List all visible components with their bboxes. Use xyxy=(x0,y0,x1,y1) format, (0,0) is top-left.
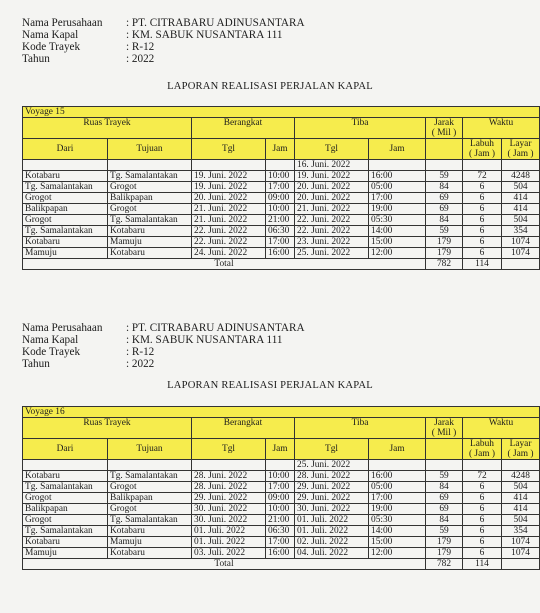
cell-layar: 414 xyxy=(502,204,540,215)
header-jarak: Jarak ( Mil ) xyxy=(426,418,463,439)
cell-tgl-berangkat: 01. Juli. 2022 xyxy=(192,526,266,537)
cell-jam-berangkat: 16:00 xyxy=(266,248,295,259)
header-labuh: Labuh ( Jam ) xyxy=(463,439,502,460)
cell-jarak: 69 xyxy=(426,504,463,515)
report-title-2: LAPORAN REALISASI PERJALAN KAPAL xyxy=(167,380,373,391)
cell-dari: Balikpapan xyxy=(23,204,108,215)
header-jam-berangkat: Jam xyxy=(266,439,295,460)
cell-dari: Mamuju xyxy=(23,248,108,259)
table-row xyxy=(23,548,540,559)
header-waktu: Waktu xyxy=(463,118,540,139)
cell-tgl-tiba: 22. Juni. 2022 xyxy=(295,226,369,237)
label-kapal: Nama Kapal xyxy=(22,29,79,41)
cell-jam-tiba: 12:00 xyxy=(369,248,426,259)
cell-jarak: 59 xyxy=(426,226,463,237)
cell-tujuan: Tg. Samalantakan xyxy=(108,215,192,226)
cell-layar: 504 xyxy=(502,215,540,226)
cell-tgl-berangkat: 28. Juni. 2022 xyxy=(192,482,266,493)
table-row xyxy=(23,226,540,237)
cell-layar: 354 xyxy=(502,526,540,537)
cell-jam-tiba: 05:00 xyxy=(369,182,426,193)
cell-tgl-tiba: 23. Juni. 2022 xyxy=(295,237,369,248)
label-trayek: Kode Trayek xyxy=(22,346,81,358)
table-row xyxy=(23,526,540,537)
cell-tgl-tiba: 21. Juni. 2022 xyxy=(295,204,369,215)
cell-labuh: 6 xyxy=(463,515,502,526)
cell-jam-berangkat: 17:00 xyxy=(266,537,295,548)
cell-layar: 1074 xyxy=(502,548,540,559)
cell-jarak: 59 xyxy=(426,471,463,482)
cell-tgl-tiba: 29. Juni. 2022 xyxy=(295,493,369,504)
cell-jam-tiba: 16:00 xyxy=(369,471,426,482)
cell-jarak: 179 xyxy=(426,548,463,559)
cell-tujuan: Kotabaru xyxy=(108,248,192,259)
cell-layar: 414 xyxy=(502,504,540,515)
value-trayek: : R-12 xyxy=(126,346,155,358)
label-tahun: Tahun xyxy=(22,358,50,370)
cell-jarak: 84 xyxy=(426,215,463,226)
header-tiba: Tiba xyxy=(295,118,426,139)
table-row xyxy=(23,204,540,215)
table-row xyxy=(23,482,540,493)
cell-dari: Tg. Samalantakan xyxy=(23,182,108,193)
cell-labuh: 6 xyxy=(463,226,502,237)
cell-tujuan: Kotabaru xyxy=(108,548,192,559)
cell-jam-tiba: 17:00 xyxy=(369,193,426,204)
cell-layar: 4248 xyxy=(502,471,540,482)
cell-tgl-tiba: 22. Juni. 2022 xyxy=(295,215,369,226)
cell-labuh: 6 xyxy=(463,482,502,493)
cell-tujuan: Grogot xyxy=(108,182,192,193)
total-label: Total xyxy=(23,259,426,270)
voyage-table-2 xyxy=(22,406,540,570)
table-row xyxy=(23,237,540,248)
cell-layar: 504 xyxy=(502,182,540,193)
cell-tujuan: Tg. Samalantakan xyxy=(108,515,192,526)
cell-jam-tiba: 14:00 xyxy=(369,226,426,237)
cell-jam-tiba: 16:00 xyxy=(369,171,426,182)
cell-tgl-berangkat: 20. Juni. 2022 xyxy=(192,193,266,204)
report-title-1: LAPORAN REALISASI PERJALAN KAPAL xyxy=(167,81,373,92)
cell-dari: Grogot xyxy=(23,515,108,526)
cell-tujuan: Kotabaru xyxy=(108,526,192,537)
cell-jam-tiba: 05:00 xyxy=(369,482,426,493)
cell-dari: Kotabaru xyxy=(23,237,108,248)
header-jam-tiba: Jam xyxy=(369,439,426,460)
cell-jam-berangkat: 06:30 xyxy=(266,526,295,537)
cell-jam-berangkat: 10:00 xyxy=(266,171,295,182)
value-tahun: : 2022 xyxy=(126,53,155,65)
cell-tgl-tiba: 25. Juni. 2022 xyxy=(295,248,369,259)
cell-jam-berangkat: 06:30 xyxy=(266,226,295,237)
cell-tujuan: Balikpapan xyxy=(108,193,192,204)
cell-jam-tiba: 14:00 xyxy=(369,526,426,537)
cell-labuh: 6 xyxy=(463,193,502,204)
cell-labuh: 72 xyxy=(463,171,502,182)
cell-tgl-berangkat: 29. Juni. 2022 xyxy=(192,493,266,504)
cell-layar: 504 xyxy=(502,482,540,493)
cell-tujuan: Tg. Samalantakan xyxy=(108,471,192,482)
cell-tujuan: Tg. Samalantakan xyxy=(108,171,192,182)
cell-tgl-tiba: 02. Juli. 2022 xyxy=(295,537,369,548)
label-perusahaan: Nama Perusahaan xyxy=(22,17,103,29)
header-jam-tiba: Jam xyxy=(369,139,426,160)
cell-tujuan: Mamuju xyxy=(108,237,192,248)
value-kapal: : KM. SABUK NUSANTARA 111 xyxy=(126,29,283,41)
cell-dari: Kotabaru xyxy=(23,471,108,482)
cell-jam-berangkat: 16:00 xyxy=(266,548,295,559)
table-row xyxy=(23,171,540,182)
cell-tgl-tiba: 19. Juni. 2022 xyxy=(295,171,369,182)
cell-tgl-berangkat: 21. Juni. 2022 xyxy=(192,204,266,215)
cell-labuh: 6 xyxy=(463,537,502,548)
cell-layar: 1074 xyxy=(502,248,540,259)
cell-tgl-berangkat: 30. Juni. 2022 xyxy=(192,504,266,515)
header-tgl-tiba: Tgl xyxy=(295,139,369,160)
cell-dari: Tg. Samalantakan xyxy=(23,226,108,237)
cell-tgl-tiba: 01. Juli. 2022 xyxy=(295,515,369,526)
cell-labuh: 6 xyxy=(463,548,502,559)
header-layar: Layar ( Jam ) xyxy=(502,439,540,460)
header-dari: Dari xyxy=(23,439,108,460)
table-row xyxy=(23,182,540,193)
label-trayek: Kode Trayek xyxy=(22,41,81,53)
cell-labuh: 6 xyxy=(463,504,502,515)
table-row xyxy=(23,248,540,259)
cell-dari: Kotabaru xyxy=(23,171,108,182)
cell-layar: 1074 xyxy=(502,237,540,248)
cell-jam-berangkat: 09:00 xyxy=(266,193,295,204)
ship-info-1 xyxy=(22,17,305,65)
cell-tgl-berangkat: 01. Juli. 2022 xyxy=(192,537,266,548)
cell-layar: 4248 xyxy=(502,171,540,182)
header-tgl-berangkat: Tgl xyxy=(192,139,266,160)
total-label: Total xyxy=(23,559,426,570)
cell-tgl-berangkat: 03. Juli. 2022 xyxy=(192,548,266,559)
cell-jam-berangkat: 21:00 xyxy=(266,515,295,526)
cell-layar: 414 xyxy=(502,493,540,504)
cell-jarak: 179 xyxy=(426,537,463,548)
cell-jarak: 69 xyxy=(426,193,463,204)
value-kapal: : KM. SABUK NUSANTARA 111 xyxy=(126,334,283,346)
cell-labuh: 6 xyxy=(463,248,502,259)
cell-jam-berangkat: 17:00 xyxy=(266,482,295,493)
header-layar: Layar ( Jam ) xyxy=(502,139,540,160)
cell-layar: 1074 xyxy=(502,537,540,548)
header-berangkat: Berangkat xyxy=(192,418,295,439)
cell-jam-tiba: 05:30 xyxy=(369,215,426,226)
total-jarak: 782 xyxy=(426,559,463,570)
cell-jarak: 179 xyxy=(426,248,463,259)
cell-jam-tiba: 15:00 xyxy=(369,537,426,548)
cell-jam-berangkat: 09:00 xyxy=(266,493,295,504)
label-kapal: Nama Kapal xyxy=(22,334,79,346)
header-ruas-trayek: Ruas Trayek xyxy=(23,118,192,139)
cell-labuh: 72 xyxy=(463,471,502,482)
cell-jam-berangkat: 10:00 xyxy=(266,504,295,515)
cell-jam-tiba: 19:00 xyxy=(369,204,426,215)
header-dari: Dari xyxy=(23,139,108,160)
cell-jam-berangkat: 17:00 xyxy=(266,182,295,193)
cell-jam-berangkat: 17:00 xyxy=(266,237,295,248)
cell-jarak: 84 xyxy=(426,182,463,193)
cell-layar: 504 xyxy=(502,515,540,526)
cell-labuh: 6 xyxy=(463,215,502,226)
start-date: 16. Juni. 2022 xyxy=(295,160,369,171)
cell-jam-berangkat: 10:00 xyxy=(266,204,295,215)
value-perusahaan: : PT. CITRABARU ADINUSANTARA xyxy=(126,322,305,334)
total-labuh: 114 xyxy=(463,559,502,570)
value-trayek: : R-12 xyxy=(126,41,155,53)
table-row xyxy=(23,193,540,204)
cell-labuh: 6 xyxy=(463,493,502,504)
ship-info-2 xyxy=(22,322,305,370)
cell-jarak: 69 xyxy=(426,204,463,215)
cell-tgl-berangkat: 22. Juni. 2022 xyxy=(192,237,266,248)
cell-dari: Balikpapan xyxy=(23,504,108,515)
header-labuh: Labuh ( Jam ) xyxy=(463,139,502,160)
cell-jarak: 59 xyxy=(426,526,463,537)
cell-labuh: 6 xyxy=(463,204,502,215)
cell-jam-tiba: 17:00 xyxy=(369,493,426,504)
cell-tgl-berangkat: 19. Juni. 2022 xyxy=(192,182,266,193)
cell-tujuan: Mamuju xyxy=(108,537,192,548)
cell-tgl-berangkat: 19. Juni. 2022 xyxy=(192,171,266,182)
table-row xyxy=(23,493,540,504)
voyage-table-1 xyxy=(22,106,540,270)
cell-tgl-berangkat: 24. Juni. 2022 xyxy=(192,248,266,259)
cell-jarak: 69 xyxy=(426,493,463,504)
cell-tgl-tiba: 29. Juni. 2022 xyxy=(295,482,369,493)
cell-tgl-tiba: 30. Juni. 2022 xyxy=(295,504,369,515)
cell-dari: Tg. Samalantakan xyxy=(23,482,108,493)
value-tahun: : 2022 xyxy=(126,358,155,370)
cell-tgl-berangkat: 30. Juni. 2022 xyxy=(192,515,266,526)
header-tiba: Tiba xyxy=(295,418,426,439)
cell-tgl-tiba: 28. Juni. 2022 xyxy=(295,471,369,482)
total-labuh: 114 xyxy=(463,259,502,270)
table-row xyxy=(23,471,540,482)
cell-jam-tiba: 12:00 xyxy=(369,548,426,559)
cell-labuh: 6 xyxy=(463,526,502,537)
cell-tujuan: Grogot xyxy=(108,204,192,215)
cell-jam-tiba: 19:00 xyxy=(369,504,426,515)
value-perusahaan: : PT. CITRABARU ADINUSANTARA xyxy=(126,17,305,29)
cell-tgl-tiba: 20. Juni. 2022 xyxy=(295,193,369,204)
label-tahun: Tahun xyxy=(22,53,50,65)
cell-tujuan: Grogot xyxy=(108,504,192,515)
voyage-label: Voyage 16 xyxy=(23,407,540,418)
cell-layar: 414 xyxy=(502,193,540,204)
cell-tgl-berangkat: 28. Juni. 2022 xyxy=(192,471,266,482)
cell-jam-tiba: 05:30 xyxy=(369,515,426,526)
cell-labuh: 6 xyxy=(463,182,502,193)
header-tujuan: Tujuan xyxy=(108,439,192,460)
header-jam-berangkat: Jam xyxy=(266,139,295,160)
header-tujuan: Tujuan xyxy=(108,139,192,160)
cell-tgl-tiba: 20. Juni. 2022 xyxy=(295,182,369,193)
cell-labuh: 6 xyxy=(463,237,502,248)
cell-jam-tiba: 15:00 xyxy=(369,237,426,248)
voyage-label: Voyage 15 xyxy=(23,107,540,118)
cell-jam-berangkat: 10:00 xyxy=(266,471,295,482)
cell-layar: 354 xyxy=(502,226,540,237)
cell-tgl-tiba: 01. Juli. 2022 xyxy=(295,526,369,537)
start-date: 25. Juni. 2022 xyxy=(295,460,369,471)
cell-tujuan: Grogot xyxy=(108,482,192,493)
cell-dari: Kotabaru xyxy=(23,537,108,548)
header-tgl-berangkat: Tgl xyxy=(192,439,266,460)
cell-jam-berangkat: 21:00 xyxy=(266,215,295,226)
cell-tgl-tiba: 04. Juli. 2022 xyxy=(295,548,369,559)
header-ruas-trayek: Ruas Trayek xyxy=(23,418,192,439)
cell-dari: Grogot xyxy=(23,193,108,204)
header-tgl-tiba: Tgl xyxy=(295,439,369,460)
header-berangkat: Berangkat xyxy=(192,118,295,139)
cell-tujuan: Balikpapan xyxy=(108,493,192,504)
table-row xyxy=(23,215,540,226)
total-jarak: 782 xyxy=(426,259,463,270)
table-row xyxy=(23,504,540,515)
label-perusahaan: Nama Perusahaan xyxy=(22,322,103,334)
cell-dari: Mamuju xyxy=(23,548,108,559)
cell-tgl-berangkat: 21. Juni. 2022 xyxy=(192,215,266,226)
header-waktu: Waktu xyxy=(463,418,540,439)
cell-jarak: 84 xyxy=(426,482,463,493)
cell-jarak: 84 xyxy=(426,515,463,526)
cell-dari: Grogot xyxy=(23,215,108,226)
cell-tujuan: Kotabaru xyxy=(108,226,192,237)
table-row xyxy=(23,515,540,526)
cell-tgl-berangkat: 22. Juni. 2022 xyxy=(192,226,266,237)
cell-dari: Grogot xyxy=(23,493,108,504)
header-jarak: Jarak ( Mil ) xyxy=(426,118,463,139)
cell-dari: Tg. Samalantakan xyxy=(23,526,108,537)
cell-jarak: 59 xyxy=(426,171,463,182)
table-row xyxy=(23,537,540,548)
cell-jarak: 179 xyxy=(426,237,463,248)
